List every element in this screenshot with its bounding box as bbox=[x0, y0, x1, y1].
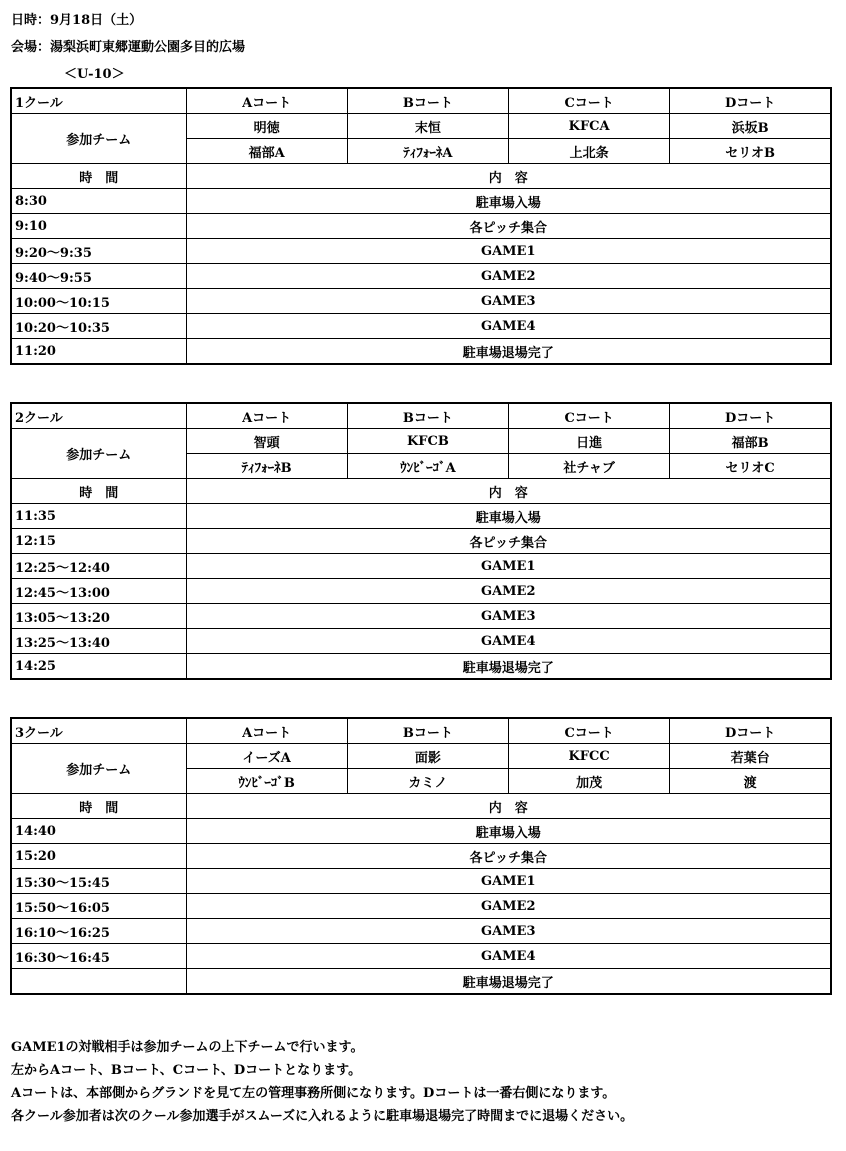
team-cell: ﾃｨﾌｫｰﾈA bbox=[347, 139, 508, 164]
content-cell: 駐車場退場完了 bbox=[186, 339, 831, 365]
court-header: Bコート bbox=[347, 718, 508, 744]
team-cell: カミノ bbox=[347, 769, 508, 794]
content-cell: 駐車場入場 bbox=[186, 504, 831, 529]
time-cell: 15:20 bbox=[11, 844, 186, 869]
team-cell: セリオB bbox=[670, 139, 831, 164]
time-cell: 16:10～16:25 bbox=[11, 919, 186, 944]
team-cell: セリオC bbox=[670, 454, 831, 479]
team-cell: 福部A bbox=[186, 139, 347, 164]
team-cell: 明徳 bbox=[186, 114, 347, 139]
content-cell: GAME4 bbox=[186, 944, 831, 969]
team-cell: KFCA bbox=[509, 114, 670, 139]
time-cell: 15:30～15:45 bbox=[11, 869, 186, 894]
court-header: Cコート bbox=[509, 718, 670, 744]
pool-name: 3クール bbox=[11, 718, 186, 744]
team-cell: 日進 bbox=[509, 429, 670, 454]
court-header: Dコート bbox=[670, 88, 831, 114]
team-cell: ｳﾝﾋﾞｰｺﾞA bbox=[347, 454, 508, 479]
content-cell: GAME1 bbox=[186, 869, 831, 894]
content-cell: GAME3 bbox=[186, 919, 831, 944]
content-header: 内 容 bbox=[186, 479, 831, 504]
content-cell: GAME3 bbox=[186, 289, 831, 314]
pool-table bbox=[10, 402, 832, 680]
team-cell: イーズA bbox=[186, 744, 347, 769]
time-header: 時 間 bbox=[11, 479, 186, 504]
team-cell: 浜坂B bbox=[670, 114, 831, 139]
team-cell: ｳﾝﾋﾞｰｺﾞB bbox=[186, 769, 347, 794]
team-cell: 面影 bbox=[347, 744, 508, 769]
time-cell: 9:10 bbox=[11, 214, 186, 239]
team-cell: 福部B bbox=[670, 429, 831, 454]
content-header: 内 容 bbox=[186, 794, 831, 819]
content-cell: 駐車場入場 bbox=[186, 819, 831, 844]
court-header: Bコート bbox=[347, 88, 508, 114]
time-header: 時 間 bbox=[11, 164, 186, 189]
court-header: Cコート bbox=[509, 88, 670, 114]
content-cell: GAME4 bbox=[186, 629, 831, 654]
court-header: Dコート bbox=[670, 718, 831, 744]
court-header: Aコート bbox=[186, 718, 347, 744]
time-cell: 12:15 bbox=[11, 529, 186, 554]
note-line: Aコートは、本部側からグランドを見て左の管理事務所側になります。Dコートは一番右側になります。 bbox=[11, 1086, 616, 1101]
team-cell: 上北条 bbox=[509, 139, 670, 164]
time-cell: 9:40～9:55 bbox=[11, 264, 186, 289]
time-cell: 12:45～13:00 bbox=[11, 579, 186, 604]
time-cell: 12:25～12:40 bbox=[11, 554, 186, 579]
time-header: 時 間 bbox=[11, 794, 186, 819]
teams-label: 参加チーム bbox=[11, 744, 186, 794]
time-cell: 14:40 bbox=[11, 819, 186, 844]
event-venue: 会場：湯梨浜町東郷運動公園多目的広場 bbox=[11, 40, 246, 55]
pool-name: 2クール bbox=[11, 403, 186, 429]
team-cell: 智頭 bbox=[186, 429, 347, 454]
content-cell: GAME2 bbox=[186, 579, 831, 604]
content-cell: 各ピッチ集合 bbox=[186, 529, 831, 554]
team-cell: 若葉台 bbox=[670, 744, 831, 769]
event-date: 日時：9月18日（土） bbox=[11, 13, 143, 28]
note-line: 各クール参加者は次のクール参加選手がスムーズに入れるように駐車場退場完了時間までに退場ください。 bbox=[11, 1109, 634, 1124]
court-header: Dコート bbox=[670, 403, 831, 429]
time-cell: 13:25～13:40 bbox=[11, 629, 186, 654]
time-cell: 14:25 bbox=[11, 654, 186, 680]
content-cell: 各ピッチ集合 bbox=[186, 214, 831, 239]
time-cell: 10:20～10:35 bbox=[11, 314, 186, 339]
content-cell: 駐車場退場完了 bbox=[186, 654, 831, 680]
content-cell: 駐車場入場 bbox=[186, 189, 831, 214]
content-header: 内 容 bbox=[186, 164, 831, 189]
content-cell: GAME2 bbox=[186, 264, 831, 289]
time-cell: 16:30～16:45 bbox=[11, 944, 186, 969]
court-header: Cコート bbox=[509, 403, 670, 429]
pool-table bbox=[10, 87, 832, 365]
time-cell bbox=[11, 969, 186, 995]
team-cell: 社チャブ bbox=[509, 454, 670, 479]
content-cell: GAME2 bbox=[186, 894, 831, 919]
team-cell: 加茂 bbox=[509, 769, 670, 794]
time-cell: 11:35 bbox=[11, 504, 186, 529]
teams-label: 参加チーム bbox=[11, 429, 186, 479]
time-cell: 10:00～10:15 bbox=[11, 289, 186, 314]
content-cell: 駐車場退場完了 bbox=[186, 969, 831, 995]
time-cell: 8:30 bbox=[11, 189, 186, 214]
age-category: ＜U-10＞ bbox=[64, 67, 125, 82]
time-cell: 15:50～16:05 bbox=[11, 894, 186, 919]
team-cell: ﾃｨﾌｫｰﾈB bbox=[186, 454, 347, 479]
notes-section bbox=[11, 1036, 633, 1128]
team-cell: KFCC bbox=[509, 744, 670, 769]
content-cell: 各ピッチ集合 bbox=[186, 844, 831, 869]
note-line: GAME1の対戦相手は参加チームの上下チームで行います。 bbox=[11, 1040, 364, 1055]
court-header: Aコート bbox=[186, 88, 347, 114]
content-cell: GAME1 bbox=[186, 554, 831, 579]
content-cell: GAME4 bbox=[186, 314, 831, 339]
teams-label: 参加チーム bbox=[11, 114, 186, 164]
court-header: Bコート bbox=[347, 403, 508, 429]
court-header: Aコート bbox=[186, 403, 347, 429]
content-cell: GAME3 bbox=[186, 604, 831, 629]
pool-table bbox=[10, 717, 832, 995]
pool-name: 1クール bbox=[11, 88, 186, 114]
time-cell: 11:20 bbox=[11, 339, 186, 365]
content-cell: GAME1 bbox=[186, 239, 831, 264]
time-cell: 13:05～13:20 bbox=[11, 604, 186, 629]
team-cell: 渡 bbox=[670, 769, 831, 794]
team-cell: KFCB bbox=[347, 429, 508, 454]
time-cell: 9:20～9:35 bbox=[11, 239, 186, 264]
team-cell: 末恒 bbox=[347, 114, 508, 139]
note-line: 左からAコート、Bコート、Cコート、Dコートとなります。 bbox=[11, 1063, 362, 1078]
